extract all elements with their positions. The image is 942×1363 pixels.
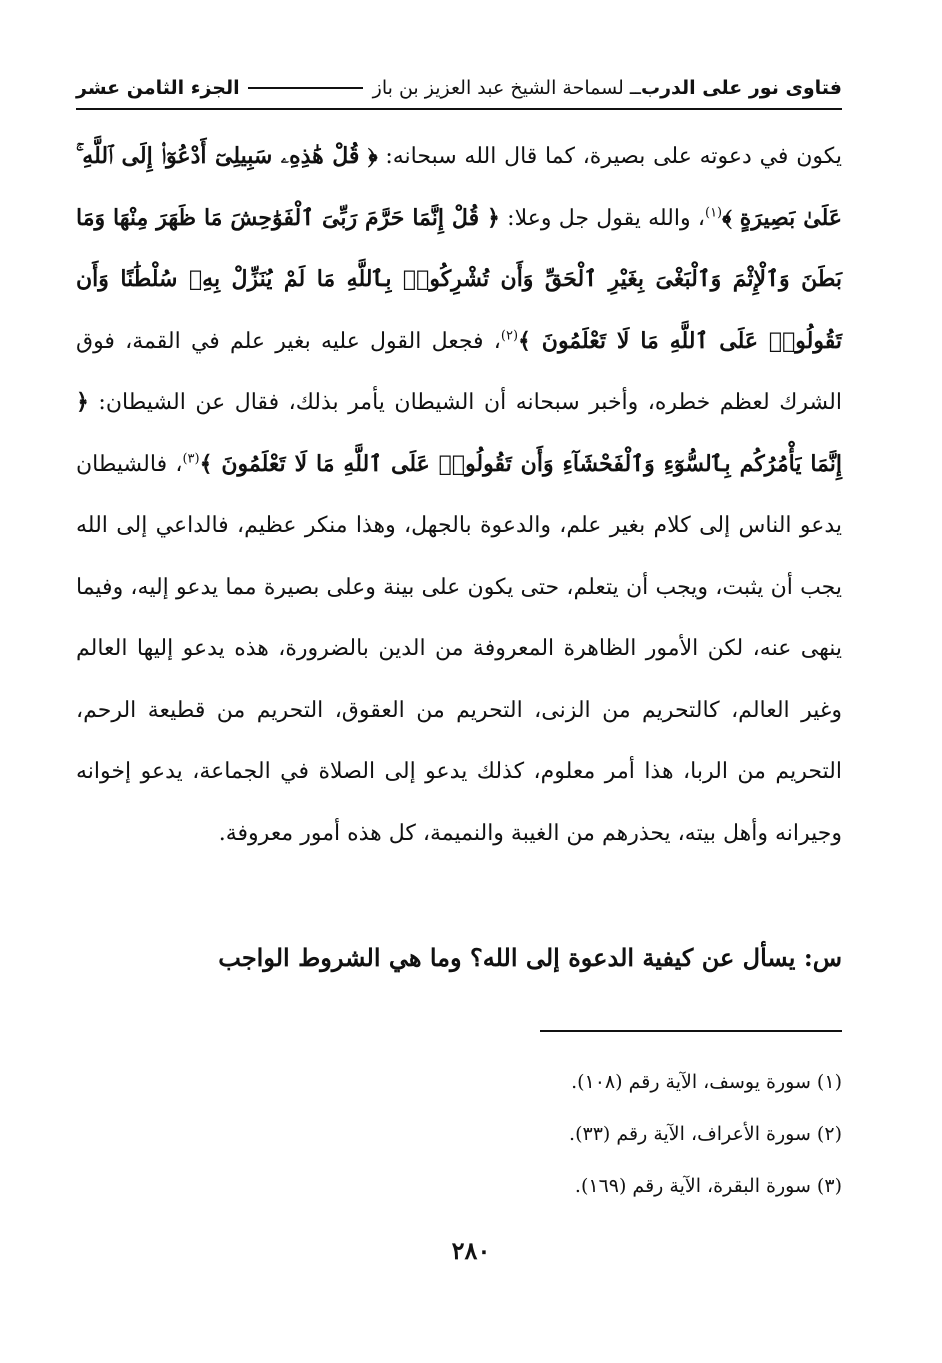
footnote-2: (٢) سورة الأعراف، الآية رقم (٣٣). [569,1123,842,1145]
footnote-3: (٣) سورة البقرة، الآية رقم (١٦٩). [574,1175,842,1197]
quran-verse-3: ﴿ إِنَّمَا يَأْمُرُكُم بِٱلسُّوٓءِ وَٱلْفَحْشَآءِ وَأَن تَقُولُوا۟ عَلَى ٱللَّهِ مَا لَا تَعْلَمُونَ ﴾ [76,389,843,477]
footnote-marker-3: (٣) [182,451,200,467]
running-header [76,70,842,106]
paragraph-text-2: ، والله يقول جل وعلا: [499,205,705,231]
page-number: ٢٨٠ [451,1236,491,1265]
quran-verse-1: ﴿ قُلْ هَٰذِهِۦ سَبِيلِىٓ أَدْعُوٓا۟ إِلَى ٱللَّهِ ۚ عَلَىٰ بَصِيرَةٍ ﴾ [76,143,842,231]
footnotes [76,1056,842,1212]
footnote-rule [540,1030,842,1032]
footnote-marker-2: (٢) [500,328,519,344]
paragraph-text-4: ، فالشيطان يدعو الناس إلى كلام بغير علم، والدعوة بالجهل، وهذا منكر عظيم، فالداعي إلى الله يجب أن يثبت، ويجب أن يتعلم، حتى يكون على بينة وعلى بصيرة مما يدعو إليه، وفيما ينهى عنه، لكن الأمور الظاهرة المعروفة من الدين بالضرورة، هذه يدعو إليها العالم وغير العالم، كالتحريم من الزنى، التحريم من العقوق، التحريم من قطيعة الرحم، التحريم من الربا، هذا أمر معلوم، كذلك يدعو إلى الصلاة في الجماعة، يدعو إخوانه وجيرانه وأهل بيته، يحذرهم من الغيبة والنميمة، كل هذه أمور معروفة. [76,451,842,846]
book-title: فتاوى نور على الدرب [641,77,842,99]
footnote-marker-1: (١) [704,205,723,221]
quran-verse-2: ﴿ قُلْ إِنَّمَا حَرَّمَ رَبِّىَ ٱلْفَوَٰحِشَ مَا ظَهَرَ مِنْهَا وَمَا بَطَنَ وَٱلْإِثْمَ وَٱلْبَغْىَ بِغَيْرِ ٱلْحَقِّ وَأَن تُشْرِكُوا۟ بِٱللَّهِ مَا لَمْ يُنَزِّلْ بِهِۦ سُلْطَٰنًا وَأَن تَقُولُوا۟ عَلَى ٱللَّهِ مَا لَا تَعْلَمُونَ ﴾ [76,204,842,354]
paragraph-text-1: يكون في دعوته على بصيرة، كما قال الله سبحانه: [377,144,842,169]
header-rule [76,108,842,110]
main-paragraph [76,126,842,864]
header-dash: ــ [629,77,641,99]
author-line: لسماحة الشيخ عبد العزيز بن باز [372,77,624,99]
paragraph-text-3: ، فجعل القول عليه بغير علم في القمة، فوق الشرك لعظم خطره، وأخبر سبحانه أن الشيطان يأمر بذلك، فقال عن الشيطان: [76,328,842,415]
footnote-1: (١) سورة يوسف، الآية رقم (١٠٨). [571,1071,842,1093]
header-dash-line [248,87,363,89]
part-label: الجزء الثامن عشر [76,77,240,99]
question-line: س: يسأل عن كيفية الدعوة إلى الله؟ وما هي الشروط الواجب [218,943,842,972]
